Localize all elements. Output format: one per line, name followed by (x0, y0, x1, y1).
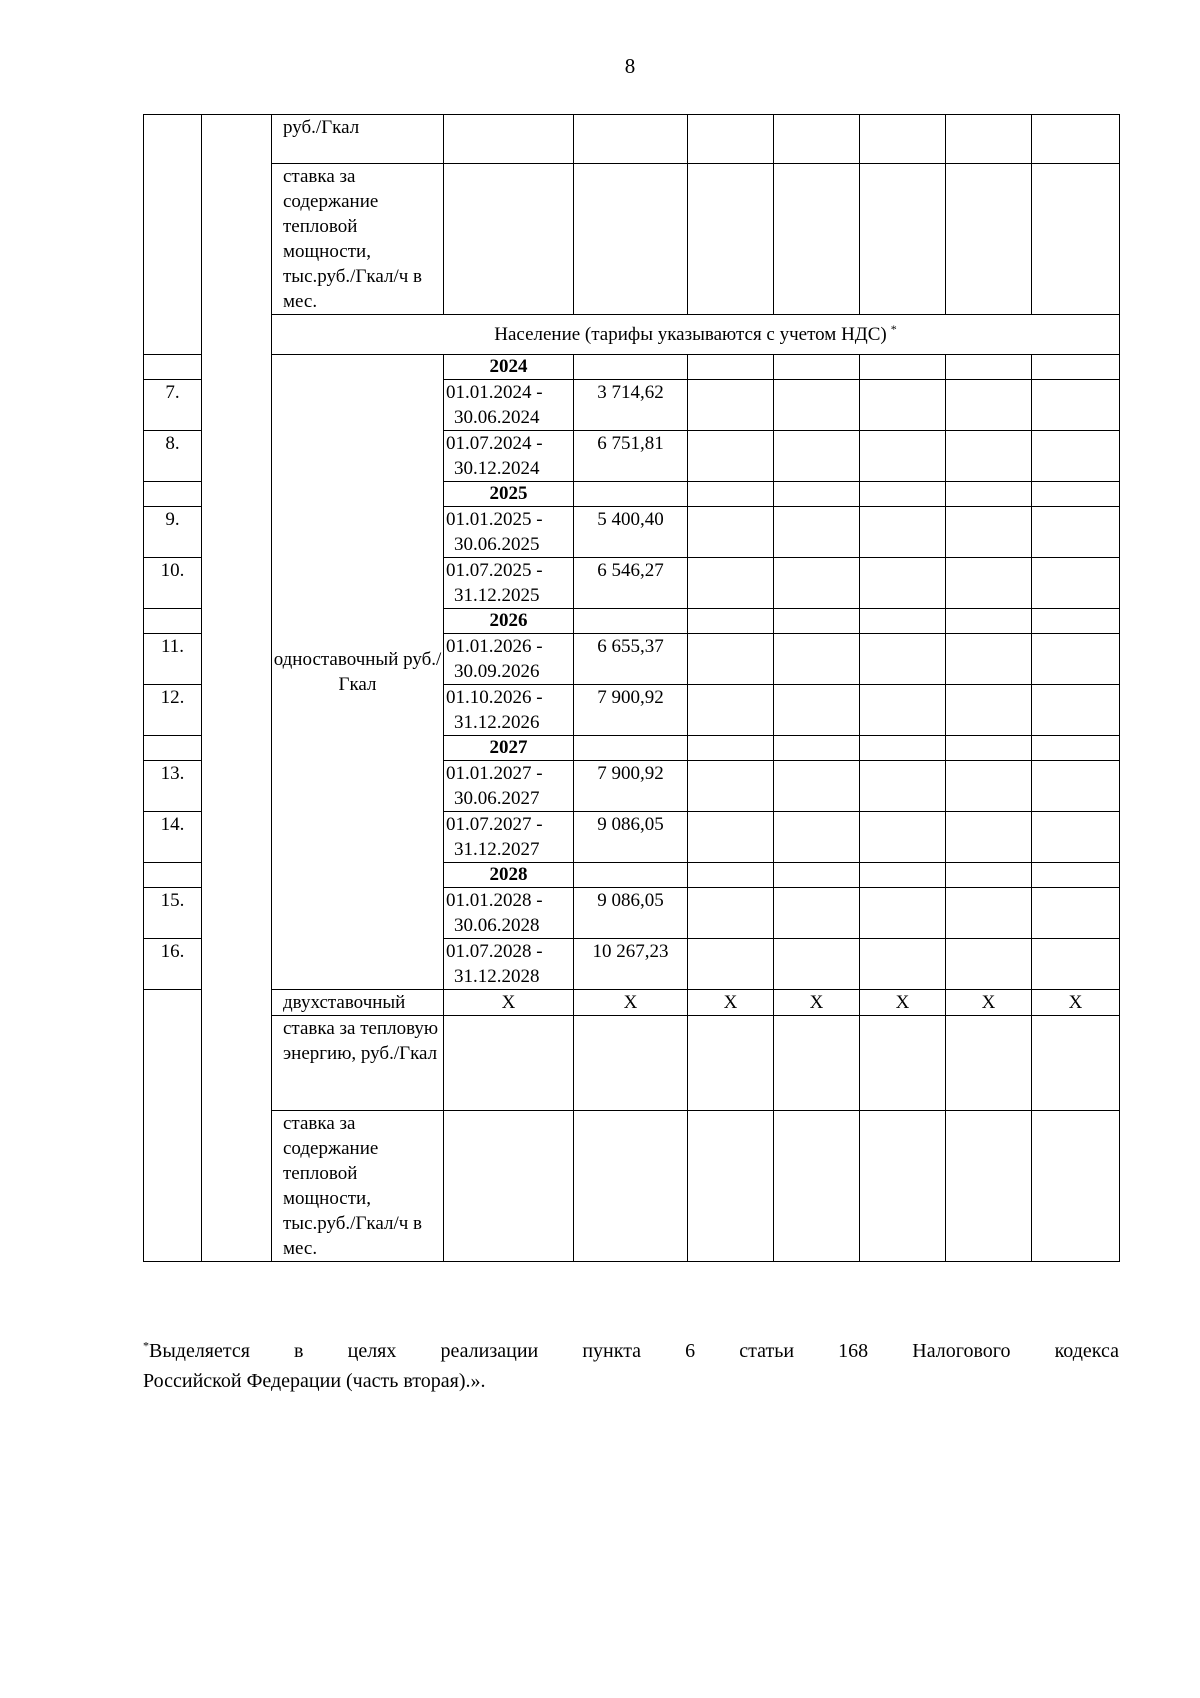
row-number: 12. (144, 685, 202, 736)
empty-cell (574, 609, 688, 634)
empty-cell (946, 812, 1032, 863)
org-cell (202, 115, 272, 1262)
num-cell (144, 863, 202, 888)
empty-cell (1032, 761, 1120, 812)
empty-cell (946, 164, 1032, 315)
empty-cell (946, 558, 1032, 609)
row-number: 10. (144, 558, 202, 609)
num-cell (144, 609, 202, 634)
empty-cell (860, 888, 946, 939)
empty-cell (1032, 482, 1120, 507)
empty-cell (860, 685, 946, 736)
tariff-table (143, 114, 1120, 1262)
period-cell: 01.07.2027 - 31.12.2027 (444, 812, 574, 863)
empty-cell (946, 115, 1032, 164)
empty-cell (688, 380, 774, 431)
empty-cell (946, 888, 1032, 939)
empty-cell (860, 164, 946, 315)
empty-cell (688, 736, 774, 761)
empty-cell (1032, 812, 1120, 863)
empty-cell (946, 1016, 1032, 1111)
num-cell (144, 736, 202, 761)
empty-cell (860, 812, 946, 863)
footnote-ref-mark: * (890, 321, 897, 336)
num-cell (144, 482, 202, 507)
x-mark-cell: Х (574, 990, 688, 1016)
tariff-value: 5 400,40 (574, 507, 688, 558)
empty-cell (860, 507, 946, 558)
row-number: 11. (144, 634, 202, 685)
empty-cell (444, 115, 574, 164)
empty-cell (946, 1111, 1032, 1262)
table-row (144, 1016, 1120, 1111)
empty-cell (774, 482, 860, 507)
empty-cell (946, 736, 1032, 761)
empty-cell (688, 1111, 774, 1262)
empty-cell (688, 115, 774, 164)
two-rate-label: двухставочный (272, 990, 444, 1016)
x-mark-cell: Х (946, 990, 1032, 1016)
period-cell: 01.07.2024 - 30.12.2024 (444, 431, 574, 482)
empty-cell (774, 812, 860, 863)
empty-cell (1032, 1016, 1120, 1111)
empty-cell (774, 558, 860, 609)
row-number: 13. (144, 761, 202, 812)
empty-cell (946, 482, 1032, 507)
empty-cell (860, 736, 946, 761)
page-number: 8 (624, 54, 636, 78)
empty-cell (860, 1016, 946, 1111)
tariff-value: 6 655,37 (574, 634, 688, 685)
num-cell (144, 355, 202, 380)
empty-cell (774, 634, 860, 685)
empty-cell (688, 761, 774, 812)
empty-cell (1032, 939, 1120, 990)
row-number: 7. (144, 380, 202, 431)
empty-cell (1032, 863, 1120, 888)
empty-cell (774, 1111, 860, 1262)
tariff-value: 7 900,92 (574, 761, 688, 812)
rate-desc: руб./Гкал (272, 115, 444, 164)
empty-cell (1032, 1111, 1120, 1262)
row-number: 14. (144, 812, 202, 863)
tariff-value: 7 900,92 (574, 685, 688, 736)
empty-cell (774, 939, 860, 990)
empty-cell (860, 482, 946, 507)
empty-cell (860, 558, 946, 609)
empty-cell (1032, 634, 1120, 685)
empty-cell (688, 558, 774, 609)
empty-cell (946, 939, 1032, 990)
period-cell: 01.01.2027 - 30.06.2027 (444, 761, 574, 812)
empty-cell (688, 685, 774, 736)
empty-cell (688, 888, 774, 939)
single-rate-label: одноставочный руб./Гкал (272, 355, 444, 990)
empty-cell (860, 634, 946, 685)
empty-cell (946, 863, 1032, 888)
empty-cell (688, 507, 774, 558)
empty-cell (1032, 558, 1120, 609)
empty-cell (574, 482, 688, 507)
empty-cell (688, 355, 774, 380)
year-header: 2025 (444, 482, 574, 507)
x-mark-cell: Х (1032, 990, 1120, 1016)
rate-desc: ставка за содержание тепловой мощности, тыс.руб./Гкал/ч в мес. (272, 164, 444, 315)
period-cell: 01.10.2026 - 31.12.2026 (444, 685, 574, 736)
empty-cell (946, 431, 1032, 482)
year-header: 2028 (444, 863, 574, 888)
empty-cell (774, 115, 860, 164)
empty-cell (860, 431, 946, 482)
empty-cell (774, 609, 860, 634)
num-cell (144, 990, 202, 1262)
empty-cell (688, 939, 774, 990)
empty-cell (1032, 736, 1120, 761)
x-mark-cell: Х (688, 990, 774, 1016)
empty-cell (574, 115, 688, 164)
footnote (143, 1336, 1119, 1396)
empty-cell (774, 863, 860, 888)
row-number: 16. (144, 939, 202, 990)
tariff-value: 9 086,05 (574, 812, 688, 863)
rate-desc: ставка за тепловую энергию, руб./Гкал (272, 1016, 444, 1111)
empty-cell (688, 634, 774, 685)
table-row (144, 164, 1120, 315)
empty-cell (1032, 609, 1120, 634)
empty-cell (444, 1016, 574, 1111)
period-cell: 01.01.2026 - 30.09.2026 (444, 634, 574, 685)
empty-cell (860, 1111, 946, 1262)
empty-cell (774, 164, 860, 315)
empty-cell (1032, 380, 1120, 431)
empty-cell (946, 761, 1032, 812)
tariff-value: 10 267,23 (574, 939, 688, 990)
footnote-mark: * (143, 1338, 149, 1353)
empty-cell (774, 685, 860, 736)
empty-cell (946, 507, 1032, 558)
x-mark-cell: Х (774, 990, 860, 1016)
year-header: 2024 (444, 355, 574, 380)
period-cell: 01.07.2028 - 31.12.2028 (444, 939, 574, 990)
empty-cell (860, 863, 946, 888)
period-cell: 01.07.2025 - 31.12.2025 (444, 558, 574, 609)
rate-desc: ставка за содержание тепловой мощности, тыс.руб./Гкал/ч в мес. (272, 1111, 444, 1262)
empty-cell (574, 736, 688, 761)
empty-cell (946, 609, 1032, 634)
empty-cell (1032, 685, 1120, 736)
year-header: 2026 (444, 609, 574, 634)
x-mark-cell: Х (444, 990, 574, 1016)
empty-cell (1032, 888, 1120, 939)
empty-cell (688, 1016, 774, 1111)
empty-cell (574, 164, 688, 315)
empty-cell (774, 888, 860, 939)
section-title: Население (тарифы указываются с учетом НДС) * (272, 315, 1120, 355)
empty-cell (774, 1016, 860, 1111)
empty-cell (860, 355, 946, 380)
empty-cell (444, 1111, 574, 1262)
tariff-value: 9 086,05 (574, 888, 688, 939)
tariff-value: 6 546,27 (574, 558, 688, 609)
empty-cell (688, 863, 774, 888)
period-cell: 01.01.2028 - 30.06.2028 (444, 888, 574, 939)
tariff-value: 3 714,62 (574, 380, 688, 431)
empty-cell (1032, 507, 1120, 558)
row-number: 15. (144, 888, 202, 939)
table-row (144, 115, 1120, 164)
empty-cell (1032, 115, 1120, 164)
empty-cell (774, 380, 860, 431)
empty-cell (574, 355, 688, 380)
empty-cell (774, 736, 860, 761)
empty-cell (860, 761, 946, 812)
empty-cell (946, 634, 1032, 685)
empty-cell (574, 1111, 688, 1262)
empty-cell (860, 939, 946, 990)
empty-cell (574, 863, 688, 888)
table-row (144, 315, 1120, 355)
empty-cell (860, 609, 946, 634)
tariff-value: 6 751,81 (574, 431, 688, 482)
empty-cell (1032, 431, 1120, 482)
empty-cell (688, 164, 774, 315)
empty-cell (688, 812, 774, 863)
footnote-line-2: Российской Федерации (часть вторая).». (143, 1370, 486, 1392)
empty-cell (774, 507, 860, 558)
period-cell: 01.01.2024 - 30.06.2024 (444, 380, 574, 431)
empty-cell (774, 355, 860, 380)
empty-cell (1032, 164, 1120, 315)
period-cell: 01.01.2025 - 30.06.2025 (444, 507, 574, 558)
empty-cell (946, 355, 1032, 380)
empty-cell (688, 431, 774, 482)
year-header: 2027 (444, 736, 574, 761)
table-row (144, 1111, 1120, 1262)
empty-cell (946, 685, 1032, 736)
empty-cell (774, 431, 860, 482)
empty-cell (688, 482, 774, 507)
empty-cell (946, 380, 1032, 431)
empty-cell (1032, 355, 1120, 380)
x-mark-cell: Х (860, 990, 946, 1016)
num-cell (144, 115, 202, 355)
row-number: 9. (144, 507, 202, 558)
empty-cell (444, 164, 574, 315)
empty-cell (688, 609, 774, 634)
row-number: 8. (144, 431, 202, 482)
table-row (144, 990, 1120, 1016)
footnote-line-1: *Выделяется в целях реализации пункта 6 статьи 168 Налогового кодекса (143, 1338, 1119, 1362)
empty-cell (860, 380, 946, 431)
empty-cell (860, 115, 946, 164)
table-row (144, 355, 1120, 380)
empty-cell (574, 1016, 688, 1111)
empty-cell (774, 761, 860, 812)
